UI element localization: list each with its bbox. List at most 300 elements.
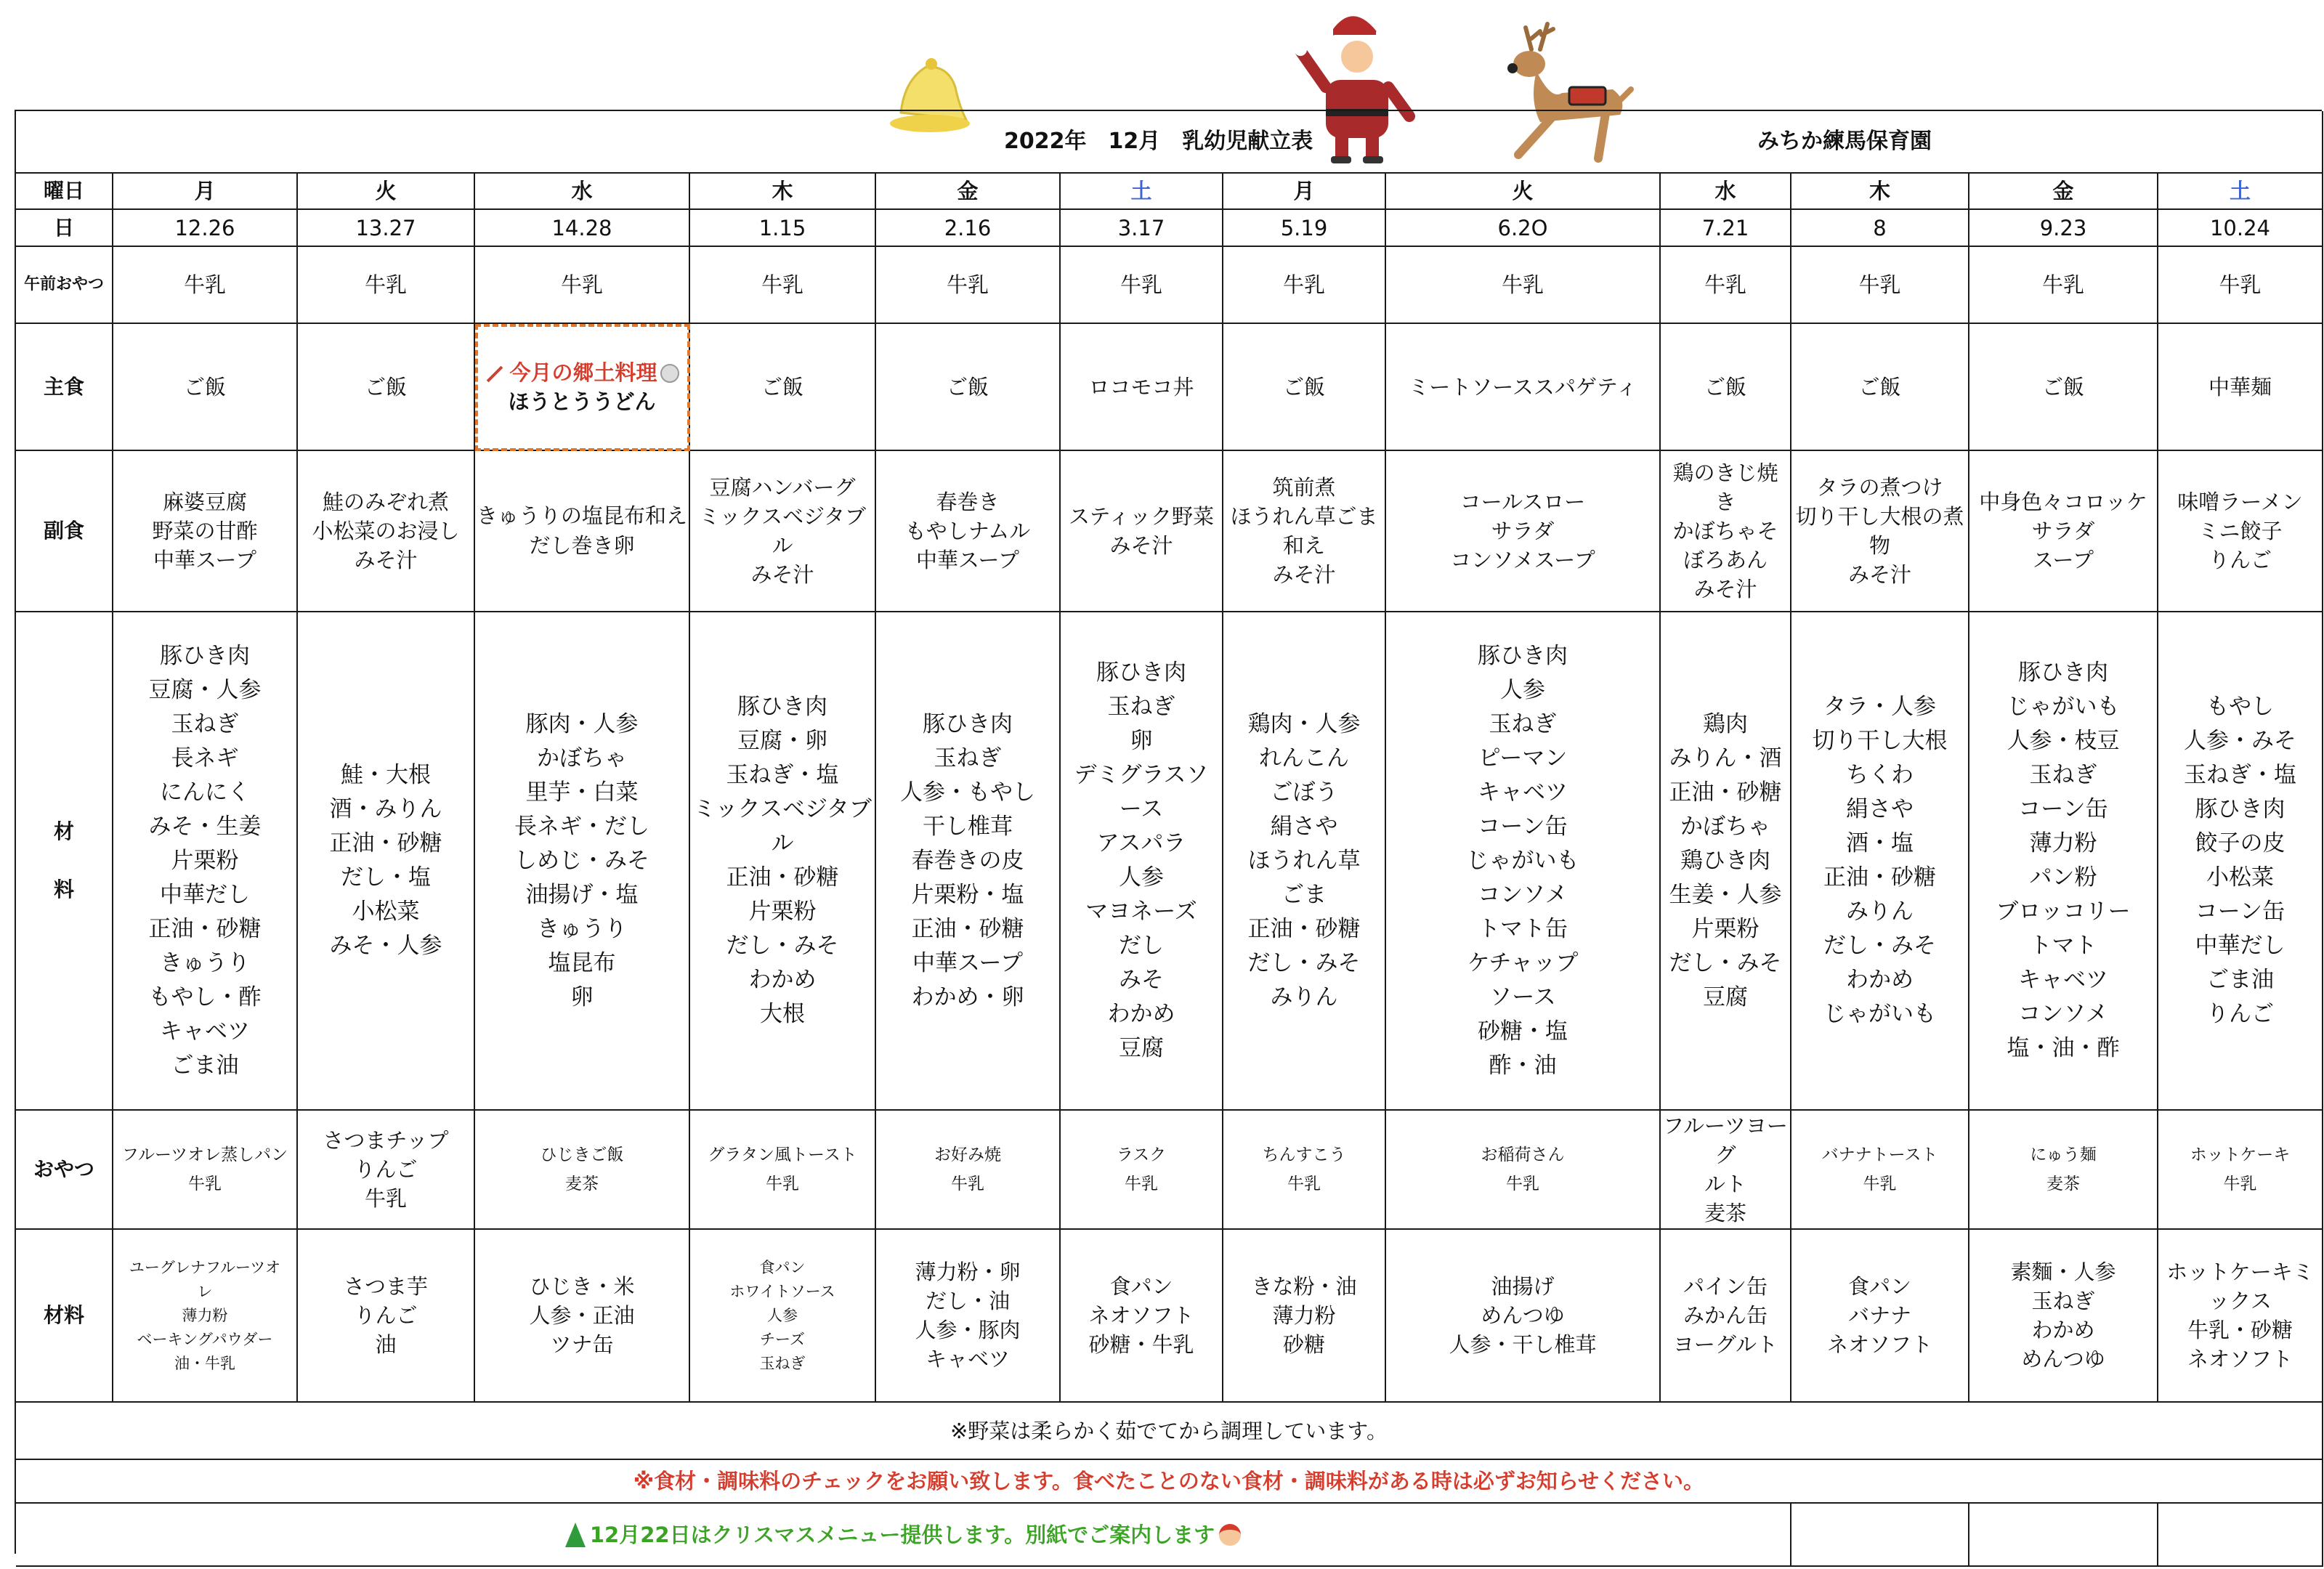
- ingredient-item: もやし・酢: [148, 984, 262, 1010]
- snack-ingredient-item: 砂糖・牛乳: [1088, 1332, 1194, 1357]
- ingredient-item: 油揚げ・塩: [525, 881, 639, 908]
- morning-snack-label: 牛乳: [1858, 272, 1901, 297]
- staple-cell: [1386, 324, 1661, 451]
- snack-item: 牛乳: [2223, 1175, 2257, 1193]
- snack-item: 牛乳: [1287, 1175, 1321, 1193]
- side-dish-item: 春巻き: [936, 490, 1000, 514]
- morning-snack-label: 牛乳: [1282, 272, 1325, 297]
- side-dish-item: だし巻き卵: [529, 533, 635, 558]
- snack-item: 麦茶: [2046, 1175, 2080, 1193]
- snack-ingredient-item: ヨーグルト: [1672, 1332, 1778, 1357]
- side-dish-item: 味噌ラーメン: [2177, 490, 2303, 514]
- ingredient-item: ごぼう: [1270, 779, 1338, 806]
- snack-ingredient-item: レ: [197, 1282, 213, 1300]
- staple-label: ほうとううどん: [508, 389, 656, 414]
- morning-snack-cell: [475, 247, 690, 324]
- bowl-icon: [660, 364, 679, 383]
- ingredient-item: じゃがいも: [1823, 1001, 1936, 1027]
- ingredient-item: マヨネーズ: [1085, 899, 1197, 925]
- ingredient-item: みそ・生姜: [148, 813, 262, 840]
- snack-item: 牛乳: [1863, 1175, 1897, 1193]
- ingredient-item: みそ: [1119, 967, 1164, 993]
- snack-ingredient-item: 素麵・人参: [2010, 1260, 2116, 1284]
- weekday-label: 金: [2052, 179, 2074, 203]
- menu-table: [15, 110, 2322, 1554]
- ingredient-item: れんこん: [1259, 745, 1349, 771]
- morning-snack-cell: [1223, 247, 1386, 324]
- side-dish-item: みそ汁: [1693, 577, 1757, 601]
- christmas-tree-icon: [565, 1523, 586, 1547]
- date-cell: [1223, 210, 1386, 247]
- side-dish-item: サラダ: [1491, 519, 1555, 543]
- snack-item: グラタン風トースト: [708, 1146, 857, 1164]
- ingredient-item: アスパラ: [1096, 830, 1186, 856]
- side-dish-cell: [876, 451, 1061, 612]
- date-label: 7.21: [1701, 215, 1749, 240]
- snack-item: 麦茶: [1704, 1201, 1746, 1225]
- snack-item: お好み焼: [934, 1146, 1001, 1164]
- side-dish-item: 鮭のみぞれ煮: [322, 490, 449, 514]
- staple-label: ご飯: [1704, 374, 1746, 400]
- snack-ingredient-item: 薄力粉・卵: [915, 1260, 1021, 1284]
- date-cell: [690, 210, 876, 247]
- snack-item: 牛乳: [364, 1186, 407, 1211]
- morning-snack-label: 牛乳: [364, 272, 407, 297]
- ingredient-item: コンソメ: [1478, 881, 1568, 908]
- snack-ingredient-item: ベーキングパウダー: [137, 1330, 273, 1348]
- note-vegetables: [16, 1403, 2323, 1460]
- date-cell: [475, 210, 690, 247]
- side-dish-item: スティック野菜: [1068, 504, 1215, 529]
- ingredient-item: 鶏ひき肉: [1680, 847, 1770, 874]
- side-dish-item: ル: [772, 533, 793, 558]
- ingredients-cell: [1969, 612, 2158, 1111]
- staple-label: ご飯: [2041, 374, 2084, 400]
- side-dish-item: みそ汁: [354, 548, 418, 572]
- nursery-name: みちか練馬保育園: [1757, 129, 1932, 154]
- snack-cell: [1061, 1111, 1223, 1230]
- ingredient-item: 豆腐: [1119, 1035, 1164, 1061]
- morning-snack-label: 牛乳: [946, 272, 989, 297]
- snack-item: 牛乳: [1506, 1175, 1539, 1193]
- snack-item: 牛乳: [1125, 1175, 1158, 1193]
- snack-item: バナナトースト: [1821, 1146, 1938, 1164]
- side-dish-item: サラダ: [2031, 519, 2095, 543]
- date-label: 13.27: [355, 215, 416, 240]
- snack-cell: [1661, 1111, 1791, 1230]
- snack-ingredient-item: 食パン: [759, 1258, 806, 1276]
- staple-label: ミートソーススパゲティ: [1408, 374, 1637, 400]
- snack-ingredient-item: ックス: [2208, 1289, 2272, 1313]
- ingredient-item: 卵: [570, 984, 594, 1010]
- staple-label: 中華麺: [2208, 374, 2272, 400]
- ingredient-item: 人参・みそ: [2184, 728, 2296, 754]
- morning-snack-label: 牛乳: [761, 272, 803, 297]
- ingredient-item: 玉ねぎ: [171, 710, 239, 737]
- snack-item: ラスク: [1116, 1146, 1167, 1164]
- side-dish-item: 切り干し大根の煮: [1795, 504, 1964, 529]
- ingredient-item: デミグラスソ: [1074, 762, 1209, 788]
- ingredient-item: 豚ひき肉: [2018, 660, 2108, 686]
- weekday-label: 水: [1714, 179, 1736, 203]
- ingredient-item: みりん: [1270, 984, 1338, 1010]
- morning-snack-cell: [690, 247, 876, 324]
- snack-ingredients-cell: [1061, 1230, 1223, 1403]
- ingredient-item: わかめ: [748, 967, 817, 993]
- staple-cell: [298, 324, 475, 451]
- side-dish-item: ミックスベジタブ: [699, 504, 866, 529]
- ingredient-item: パン粉: [2029, 864, 2097, 891]
- side-dish-item: コンソメスープ: [1450, 548, 1595, 572]
- ingredients-cell: [1386, 612, 1661, 1111]
- ingredient-item: 里芋・白菜: [525, 779, 639, 806]
- label-snack: おやつ: [16, 1111, 113, 1230]
- date-label: 1.15: [758, 215, 806, 240]
- ingredients-cell: [475, 612, 690, 1111]
- weekday-label: 木: [1868, 179, 1890, 203]
- snack-item: ルト: [1704, 1172, 1746, 1196]
- ingredient-item: ブロッコリー: [1996, 899, 2131, 925]
- snack-item: りんご: [354, 1157, 418, 1182]
- ingredient-item: ミックスベジタブ: [693, 796, 872, 822]
- snack-ingredient-item: ネオソフト: [1826, 1332, 1932, 1357]
- ingredient-item: 酒・みりん: [329, 796, 442, 822]
- side-dish-item: 中身色々コロッケ: [1979, 490, 2147, 514]
- ingredient-item: ごま油: [171, 1052, 239, 1079]
- staple-label: ご飯: [183, 374, 226, 400]
- ingredient-item: 鶏肉・人参: [1247, 710, 1361, 737]
- snack-cell: [298, 1111, 475, 1230]
- staple-cell: [1661, 324, 1791, 451]
- side-dish-item: コールスロー: [1459, 490, 1586, 514]
- weekday-cell: [1386, 174, 1661, 210]
- side-dish-cell: [690, 451, 876, 612]
- ingredient-item: ソース: [1489, 984, 1556, 1010]
- snack-ingredient-item: 玉ねぎ: [759, 1354, 806, 1372]
- ingredients-cell: [113, 612, 298, 1111]
- ingredient-item: 卵: [1130, 728, 1153, 754]
- ingredient-item: だし: [1119, 933, 1164, 959]
- side-dish-cell: [1791, 451, 1969, 612]
- ingredient-item: 豚ひき肉: [1478, 642, 1568, 669]
- side-dish-item: 鶏のきじ焼: [1672, 461, 1778, 485]
- ingredient-item: 絹さや: [1846, 796, 1914, 822]
- side-dish-cell: [1061, 451, 1223, 612]
- snack-item: フルーツオレ蒸しパン: [121, 1146, 288, 1164]
- snack-ingredient-item: 油: [375, 1332, 397, 1357]
- weekday-cell: [1969, 174, 2158, 210]
- ingredient-item: 正油・砂糖: [911, 915, 1024, 942]
- ingredient-item: 薄力粉: [2029, 830, 2097, 856]
- snack-ingredient-item: 油揚げ: [1491, 1274, 1555, 1299]
- side-dish-item: スープ: [2032, 548, 2094, 572]
- snack-ingredient-item: だし・油: [925, 1289, 1010, 1313]
- side-dish-item: かぼちゃそ: [1672, 519, 1778, 543]
- label-ingredients-a: 材: [53, 819, 74, 843]
- snack-cell: [1386, 1111, 1661, 1230]
- ingredient-item: コーン缶: [2195, 899, 2285, 925]
- snack-cell: [1969, 1111, 2158, 1230]
- ingredient-item: 小松菜: [352, 899, 420, 925]
- snack-ingredients-cell: [1969, 1230, 2158, 1403]
- ingredient-item: 中華だし: [160, 881, 250, 908]
- local-dish-label: 今月の郷土料理: [509, 360, 657, 385]
- snack-ingredient-item: ホワイトソース: [729, 1282, 835, 1300]
- date-cell: [876, 210, 1061, 247]
- note-christmas: [16, 1504, 1791, 1567]
- date-label: 6.2O: [1497, 215, 1548, 240]
- label-side: 副食: [16, 451, 113, 612]
- snack-ingredients-cell: [1223, 1230, 1386, 1403]
- ingredients-cell: [690, 612, 876, 1111]
- ingredient-item: 餃子の皮: [2195, 830, 2285, 856]
- staple-label: ご飯: [364, 374, 407, 400]
- ingredient-item: 砂糖・塩: [1478, 1018, 1568, 1045]
- side-dish-item: 豆腐ハンバーグ: [709, 475, 856, 500]
- label-date: 日: [16, 210, 113, 247]
- snack-ingredients-cell: [2158, 1230, 2323, 1403]
- side-dish-item: 物: [1868, 533, 1890, 558]
- side-dish-item: き: [1714, 490, 1736, 514]
- side-dish-item: りんご: [2208, 548, 2272, 572]
- snack-cell: [475, 1111, 690, 1230]
- ingredient-item: ース: [1119, 796, 1164, 822]
- ingredient-item: 玉ねぎ・塩: [2184, 762, 2296, 788]
- weekday-label: 火: [375, 179, 397, 203]
- snack-ingredients-cell: [1791, 1230, 1969, 1403]
- ingredient-item: 玉ねぎ: [934, 745, 1002, 771]
- side-dish-item: ほうれん草ごま: [1230, 504, 1378, 529]
- side-dish-item: 中華スープ: [153, 548, 257, 572]
- snack-cell: [690, 1111, 876, 1230]
- morning-snack-label: 牛乳: [1501, 272, 1544, 297]
- staple-cell: [1061, 324, 1223, 451]
- snack-item: ホットケーキ: [2190, 1146, 2291, 1164]
- ingredient-item: 豚肉・人参: [525, 710, 639, 737]
- empty-cell: [1791, 1504, 1969, 1567]
- ingredient-item: コンソメ: [2018, 1001, 2108, 1027]
- date-label: 3.17: [1117, 215, 1165, 240]
- staple-label: ご飯: [1858, 374, 1901, 400]
- label-snack-ingredients: 材料: [16, 1230, 113, 1403]
- ingredient-item: 正油・砂糖: [148, 915, 262, 942]
- side-dish-item: 小松菜のお浸し: [312, 519, 460, 543]
- snack-ingredient-item: 砂糖: [1282, 1332, 1325, 1357]
- snack-ingredients-cell: [475, 1230, 690, 1403]
- ingredient-item: ル: [771, 830, 794, 856]
- ingredient-item: かぼちゃ: [1680, 813, 1770, 840]
- morning-snack-cell: [298, 247, 475, 324]
- ingredient-item: キャベツ: [2018, 967, 2108, 993]
- ingredient-item: 豚ひき肉: [737, 694, 827, 720]
- date-label: 12.26: [174, 215, 235, 240]
- date-label: 14.28: [551, 215, 612, 240]
- ingredient-item: 酒・塩: [1846, 830, 1914, 856]
- ingredient-item: 正油・砂糖: [1247, 915, 1361, 942]
- snack-cell: [1223, 1111, 1386, 1230]
- snack-item: ちんすこう: [1262, 1146, 1346, 1164]
- snack-ingredient-item: 食パン: [1109, 1274, 1173, 1299]
- morning-snack-label: 牛乳: [2219, 272, 2262, 297]
- date-cell: [2158, 210, 2323, 247]
- ingredient-item: 人参: [1500, 676, 1545, 703]
- snack-ingredient-item: チーズ: [760, 1330, 805, 1348]
- ingredient-item: 塩昆布: [548, 949, 616, 976]
- weekday-label: 木: [772, 179, 793, 203]
- side-dish-cell: [475, 451, 690, 612]
- empty-cell: [2158, 1504, 2323, 1567]
- side-dish-item: みそ汁: [1272, 562, 1336, 587]
- snack-ingredients-cell: [298, 1230, 475, 1403]
- ingredient-item: 玉ねぎ: [1107, 694, 1175, 720]
- ingredient-item: かぼちゃ: [537, 745, 627, 771]
- ingredient-item: 長ネギ・だし: [514, 813, 649, 840]
- ingredient-item: 人参・もやし: [900, 779, 1035, 806]
- ingredients-cell: [876, 612, 1061, 1111]
- ingredient-item: もやし: [2206, 694, 2274, 720]
- snack-item: にゅう麺: [2030, 1146, 2097, 1164]
- ingredient-item: 人参・枝豆: [2007, 728, 2120, 754]
- ingredient-item: りんご: [2206, 1001, 2274, 1027]
- ingredient-item: ごま油: [2206, 967, 2274, 993]
- ingredient-item: 酢・油: [1489, 1052, 1557, 1079]
- date-cell: [113, 210, 298, 247]
- side-dish-cell: [113, 451, 298, 612]
- ingredient-item: じゃがいも: [2007, 694, 2120, 720]
- date-cell: [1969, 210, 2158, 247]
- snack-ingredient-item: パイン缶: [1683, 1274, 1768, 1299]
- snack-cell: [876, 1111, 1061, 1230]
- side-dish-item: 麻婆豆腐: [162, 490, 247, 514]
- ingredient-item: 玉ねぎ: [2029, 762, 2097, 788]
- snack-ingredient-item: 食パン: [1847, 1274, 1911, 1299]
- weekday-cell: [690, 174, 876, 210]
- weekday-label: 月: [1293, 179, 1315, 203]
- ingredient-item: 豆腐: [1703, 984, 1748, 1010]
- side-dish-item: 中華スープ: [915, 548, 1020, 572]
- ingredient-item: 鮭・大根: [341, 762, 431, 788]
- ingredient-item: 豚ひき肉: [2195, 796, 2285, 822]
- staple-cell: [1791, 324, 1969, 451]
- snack-item: さつまチップ: [323, 1128, 449, 1153]
- ingredient-item: みりん・酒: [1669, 745, 1782, 771]
- ingredients-cell: [1791, 612, 1969, 1111]
- ingredient-item: コーン缶: [2018, 796, 2108, 822]
- ingredient-item: だし・みそ: [726, 933, 839, 959]
- snack-item: 牛乳: [951, 1175, 984, 1193]
- side-dish-item: タラの煮つけ: [1816, 475, 1943, 500]
- ingredient-item: ちくわ: [1846, 762, 1914, 788]
- side-dish-cell: [2158, 451, 2323, 612]
- snack-ingredient-item: 玉ねぎ: [2031, 1289, 2095, 1313]
- staple-cell: [1969, 324, 2158, 451]
- staple-cell: [690, 324, 876, 451]
- ingredient-item: 人参: [1119, 864, 1164, 891]
- ingredient-item: しめじ・みそ: [514, 847, 649, 874]
- label-ingredients: [16, 612, 113, 1111]
- date-label: 10.24: [2209, 215, 2271, 240]
- ingredient-item: わかめ・卵: [911, 984, 1024, 1010]
- side-dish-cell: [1661, 451, 1791, 612]
- empty-cell: [1969, 1504, 2158, 1567]
- ingredient-item: ピーマン: [1478, 745, 1568, 771]
- snack-ingredients-cell: [1386, 1230, 1661, 1403]
- ingredient-item: きゅうり: [160, 949, 250, 976]
- ingredient-item: 正油・砂糖: [726, 864, 839, 891]
- title-row: [16, 111, 2323, 174]
- side-dish-item: ミニ餃子: [2198, 519, 2283, 543]
- ingredient-item: だし・みそ: [1823, 933, 1936, 959]
- ingredient-item: 生姜・人参: [1669, 881, 1782, 908]
- ingredient-item: きゅうり: [537, 915, 627, 942]
- weekday-cell: [876, 174, 1061, 210]
- snack-ingredient-item: 人参: [767, 1306, 798, 1324]
- morning-snack-label: 牛乳: [2041, 272, 2084, 297]
- date-label: 8: [1873, 215, 1887, 240]
- side-dish-cell: [1386, 451, 1661, 612]
- weekday-label: 月: [194, 179, 216, 203]
- snack-ingredient-item: めんつゆ: [2021, 1347, 2105, 1371]
- snack-ingredient-item: めんつゆ: [1481, 1303, 1565, 1328]
- side-dish-item: 和え: [1282, 533, 1325, 558]
- ingredient-item: 長ネギ: [171, 745, 239, 771]
- weekday-label: 火: [1512, 179, 1534, 203]
- staple-cell: [1223, 324, 1386, 451]
- side-dish-item: みそ汁: [750, 562, 814, 587]
- ingredient-item: 豚ひき肉: [1096, 660, 1186, 686]
- note-allergy-check: [16, 1460, 2323, 1504]
- snack-ingredient-item: 薄力粉: [182, 1306, 228, 1324]
- side-dish-cell: [298, 451, 475, 612]
- side-dish-item: 野菜の甘酢: [152, 519, 258, 543]
- snack-item: 牛乳: [188, 1175, 222, 1193]
- snack-ingredient-item: 人参・正油: [529, 1303, 635, 1328]
- local-dish-banner: [485, 358, 679, 387]
- snack-ingredients-cell: [113, 1230, 298, 1403]
- snack-ingredients-cell: [690, 1230, 876, 1403]
- date-cell: [1791, 210, 1969, 247]
- side-dish-item: みそ汁: [1847, 562, 1911, 587]
- note-allergy-text: ※食材・調味料のチェックをお願い致します。食べたことのない食材・調味料がある時は必ずお知らせください。: [633, 1469, 1705, 1493]
- snack-ingredient-item: 牛乳・砂糖: [2187, 1318, 2293, 1342]
- side-dish-cell: [1223, 451, 1386, 612]
- label-ingredients-b: 料: [53, 877, 74, 901]
- ingredient-item: トマト缶: [1478, 915, 1568, 942]
- ingredient-item: だし・みそ: [1669, 949, 1782, 976]
- santa-face-icon: [1219, 1524, 1241, 1546]
- staple-label: ご飯: [1282, 374, 1325, 400]
- snack-ingredient-item: わかめ: [2031, 1318, 2095, 1342]
- ingredient-item: ごま: [1282, 881, 1327, 908]
- snack-ingredient-item: みかん缶: [1683, 1303, 1768, 1328]
- ingredient-item: 片栗粉・塩: [911, 881, 1024, 908]
- ingredient-item: 片栗粉: [1691, 915, 1760, 942]
- date-cell: [1386, 210, 1661, 247]
- ingredient-item: わかめ: [1846, 967, 1914, 993]
- ingredient-item: 鶏肉: [1703, 710, 1748, 737]
- ingredient-item: 豚ひき肉: [923, 710, 1013, 737]
- weekday-cell: [298, 174, 475, 210]
- snack-ingredient-item: ネオソフト: [2187, 1347, 2293, 1371]
- date-label: 5.19: [1280, 215, 1328, 240]
- morning-snack-cell: [1386, 247, 1661, 324]
- morning-snack-cell: [113, 247, 298, 324]
- ingredients-cell: [2158, 612, 2323, 1111]
- ingredient-item: 豆腐・卵: [737, 728, 827, 754]
- side-dish-cell: [1969, 451, 2158, 612]
- snack-ingredient-item: バナナ: [1847, 1303, 1911, 1328]
- page-title: 2022年 12月 乳幼児献立表: [1004, 129, 1313, 154]
